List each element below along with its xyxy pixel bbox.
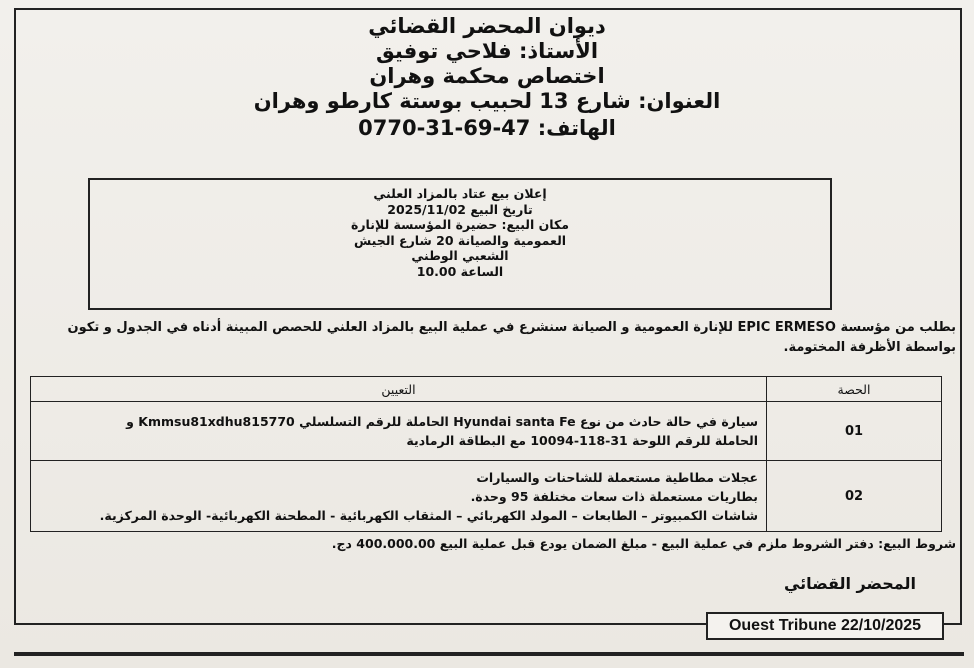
- sale-conditions: شروط البيع: دفتر الشروط ملزم في عملية البيع - مبلغ الضمان يودع قبل عملية البيع 400.000.00 دج.: [331, 536, 956, 551]
- lot-number: 02: [767, 461, 942, 532]
- description-line: سيارة في حالة حادث من نوع Hyundai santa Fe الحاملة للرقم التسلسلي Kmmsu81xdhu815770 و: [126, 414, 758, 429]
- intro-paragraph: بطلب من مؤسسة EPIC ERMESO للإنارة العمومية و الصيانة سنشرع في عملية البيع بالمزاد العلني للحصص المبينة أدناه في الجدول و تكون بواسطة الأظرفة المختومة.: [67, 320, 956, 355]
- table-header-row: [31, 377, 942, 402]
- description-column-header: التعيين: [31, 377, 767, 402]
- lot-description: [31, 461, 767, 532]
- sale-date-line: [90, 202, 830, 218]
- lot-column-header: الحصة: [767, 377, 942, 402]
- bailiff-name: الأستاذ: فلاحي توفيق: [375, 39, 599, 63]
- phone-label: الهاتف:: [537, 116, 616, 140]
- lot-description: [31, 402, 767, 461]
- description-line: الحاملة للرقم اللوحة 31-118-10094 مع البطاقة الرمادية: [406, 433, 758, 448]
- description-line: شاشات الكمبيوتر – الطابعات – المولد الكهربائي – المثقاب الكهربائية - المطحنة الكهربائية- الوحدة المركزية.: [99, 507, 758, 523]
- sale-place-line1: مكان البيع: حضيرة المؤسسة للإنارة: [350, 217, 570, 232]
- sale-date: 2025/11/02: [387, 201, 466, 217]
- lot-number: 01: [767, 402, 942, 461]
- signature: المحضر القضائي: [783, 574, 916, 593]
- bottom-rule: [14, 652, 964, 656]
- notice-box: [88, 178, 832, 310]
- description-line: عجلات مطاطية مستعملة للشاحنات والسيارات: [476, 469, 758, 485]
- description-line: بطاريات مستعملة ذات سعات مختلفة 95 وحدة.: [470, 488, 758, 504]
- lots-table: [30, 376, 942, 532]
- source-tag: Ouest Tribune 22/10/2025: [706, 612, 944, 640]
- notice-title: إعلان بيع عتاد بالمزاد العلني: [373, 186, 547, 201]
- header: [0, 14, 974, 141]
- sale-place-line3: الشعبي الوطني: [411, 248, 509, 263]
- phone-number: 0770-31-69-47: [358, 116, 531, 140]
- table-row: [31, 402, 942, 461]
- sale-time: الساعة 10.00: [416, 263, 504, 279]
- office-title: ديوان المحضر القضائي: [368, 14, 606, 38]
- sale-place-line2: العمومية والصيانة 20 شارع الجيش: [353, 232, 567, 248]
- table-row: [31, 461, 942, 532]
- address: العنوان: شارع 13 لحبيب بوستة كارطو وهران: [253, 89, 721, 113]
- jurisdiction: اختصاص محكمة وهران: [369, 64, 605, 88]
- phone: [0, 116, 974, 141]
- sale-date-label: تاريخ البيع: [470, 201, 533, 217]
